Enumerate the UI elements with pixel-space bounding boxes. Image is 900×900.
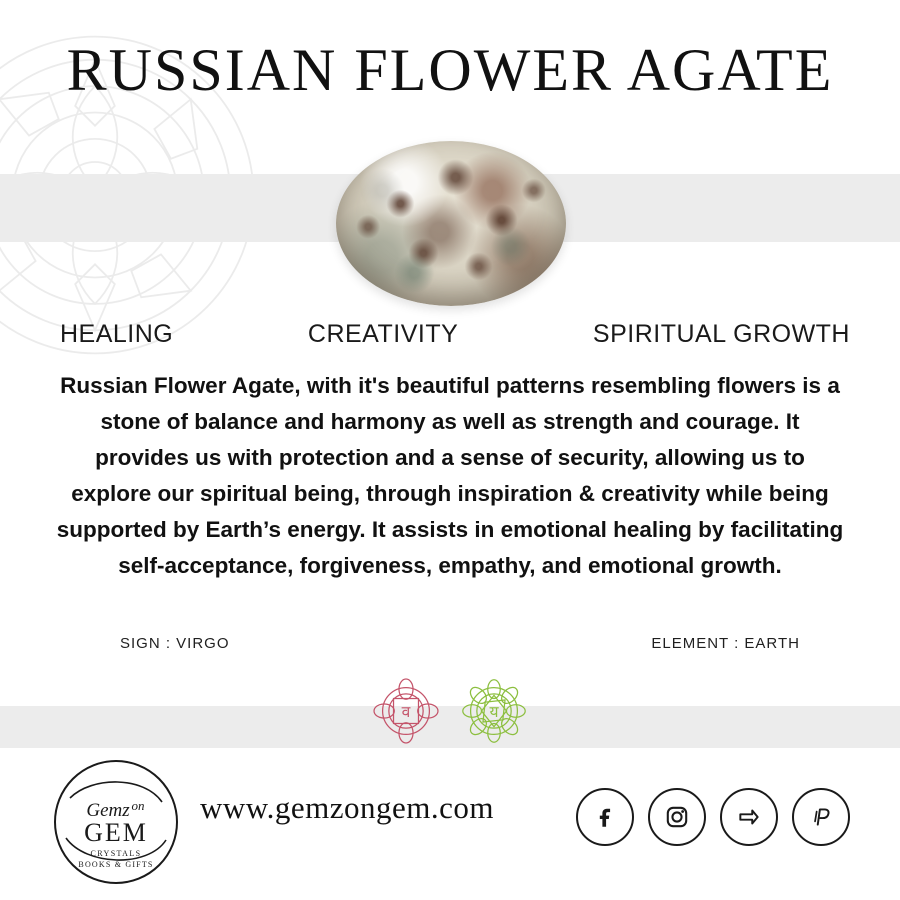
logo-script-mid: on: [131, 798, 145, 813]
brand-logo: [52, 758, 180, 886]
facebook-glyph: [592, 804, 618, 830]
zodiac-sign: SIGN : VIRGO: [120, 635, 230, 652]
logo-sub-1: CRYSTALS: [90, 849, 142, 858]
heart-chakra-icon: [455, 672, 533, 750]
etsy-glyph: [736, 804, 762, 830]
element: ELEMENT : EARTH: [651, 635, 800, 652]
page-title: RUSSIAN FLOWER AGATE: [66, 37, 834, 103]
instagram-icon[interactable]: [648, 788, 706, 846]
instagram-glyph: [664, 804, 690, 830]
paypal-icon[interactable]: [792, 788, 850, 846]
heart-chakra-glyph: य: [489, 704, 499, 722]
keyword-healing: HEALING: [60, 320, 174, 348]
description-text: Russian Flower Agate, with it's beautiful patterns resembling flowers is a stone of balance and harmony as well as strength and courage. It provides us with protection and a sense of security, allowing us to explore our spiritual being, through inspiration & creativity while being supported by Earth’s energy. It assists in emotional healing by facilitating self-acceptance, forgiveness, empathy, and emotional growth.: [56, 373, 844, 578]
keyword-spiritual-growth: SPIRITUAL GROWTH: [592, 320, 850, 348]
logo-name: GEM: [84, 818, 148, 847]
keyword-row: [60, 320, 850, 349]
chakra-row: [355, 672, 545, 750]
russian-flower-agate-image: [336, 141, 566, 306]
paypal-glyph: [808, 804, 834, 830]
website-url[interactable]: www.gemzongem.com: [200, 790, 495, 825]
etsy-icon[interactable]: [720, 788, 778, 846]
root-chakra-icon: [367, 672, 445, 750]
facebook-icon[interactable]: [576, 788, 634, 846]
keyword-creativity: CREATIVITY: [307, 320, 459, 348]
root-chakra-glyph: व: [401, 704, 411, 722]
social-links: [576, 788, 850, 846]
attributes-row: [120, 635, 800, 652]
logo-sub-2: BOOKS & GIFTS: [78, 860, 154, 869]
stone-photo: [336, 141, 566, 306]
logo-script-top: Gemz: [86, 800, 130, 821]
